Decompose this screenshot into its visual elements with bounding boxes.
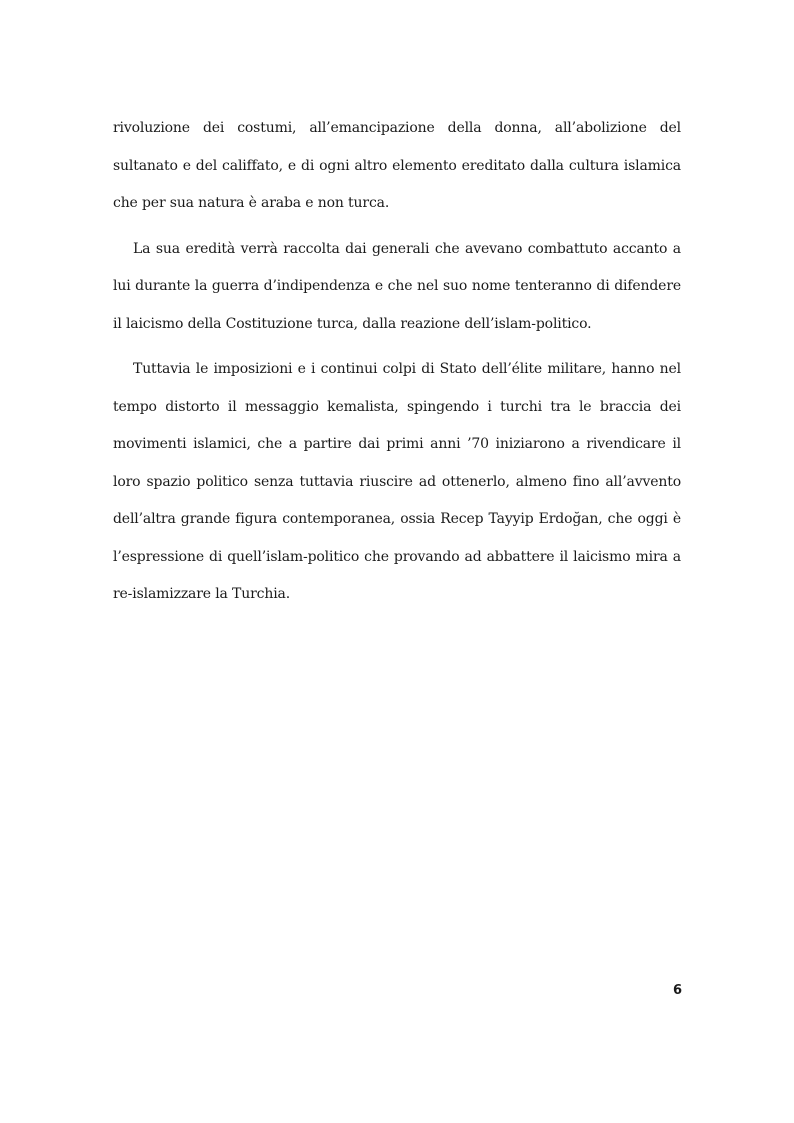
paragraph-legacy: La sua eredità verrà raccolta dai generali che avevano combattuto accanto a lui durante la guerra d’indipendenza e che nel suo nome tenteranno di difendere il laicismo della Costituzione turca, dalla reazione dell’islam-politico. — [113, 240, 681, 332]
body-text — [113, 110, 681, 614]
paragraph-continuation: rivoluzione dei costumi, all’emancipazione della donna, all’abolizione del sultanato e del califfato, e di ogni altro elemento ereditato dalla cultura islamica che per sua natura è araba e non turca. — [113, 120, 681, 211]
paragraph-military-coups: Tuttavia le imposizioni e i continui colpi di Stato dell’élite militare, hanno nel tempo distorto il messaggio kemalista, spingendo i turchi tra le braccia dei movimenti islamici, che a partire dai primi anni ’70 iniziarono a rivendicare il loro spazio politico senza tuttavia riuscire ad ottenerlo, almeno fino all’avvento dell’altra grande figura contemporanea, ossia Recep Tayyip Erdoğan, che oggi è l’espressione di quell’islam-politico che provando ad abbattere il laicismo mira a re-islamizzare la Turchia. — [113, 361, 681, 602]
page-number: 6 — [672, 983, 682, 998]
